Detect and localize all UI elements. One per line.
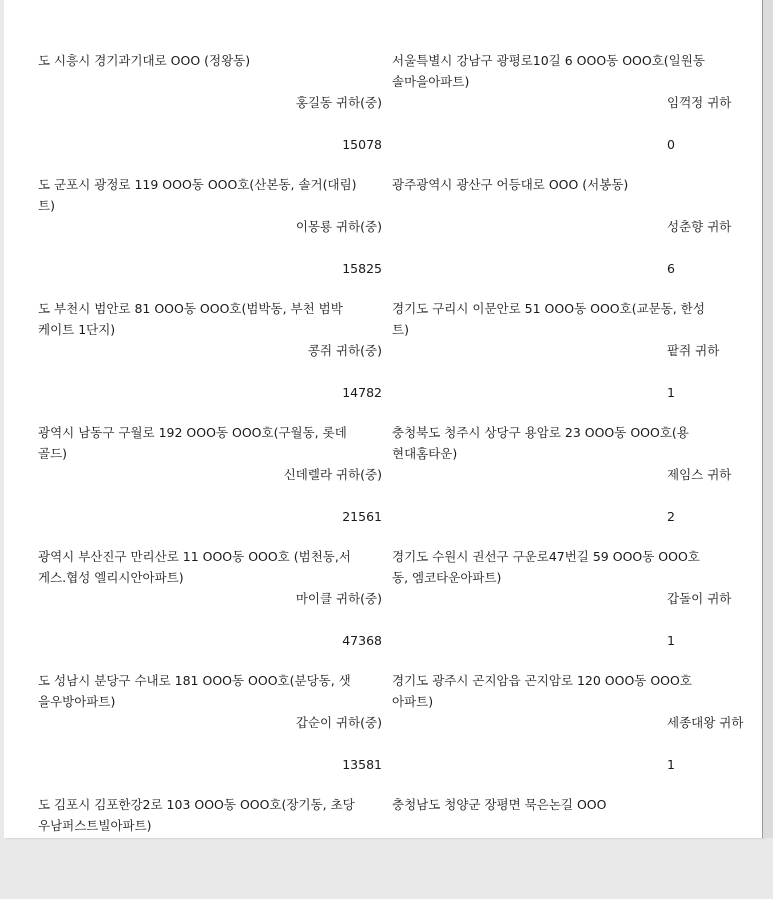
- label-left-1: [38, 50, 382, 155]
- address-line-2: 을우방아파트): [38, 694, 116, 709]
- postal-code: [392, 878, 729, 899]
- recipient-name: 갑돌이 귀하: [667, 591, 732, 606]
- address-line-1: 광주광역시 광산구 어등대로 OOO (서봉동): [392, 177, 629, 192]
- recipient-name: 성춘향 귀하: [667, 219, 732, 234]
- postal-code: 21561: [342, 509, 382, 524]
- postal-code: 6: [667, 261, 675, 276]
- recipient-name: 갑순이 귀하(중): [295, 715, 382, 730]
- label-right-6: [392, 670, 744, 775]
- viewer-background-edge: [763, 0, 773, 838]
- label-right-5: [392, 546, 732, 651]
- document-page: [4, 0, 763, 838]
- address-line-2: 케이트 1단지): [38, 322, 116, 337]
- address-line-2: 아파트): [392, 694, 434, 709]
- address-line-1: 경기도 수원시 권선구 구운로47번길 59 OOO동 OOO호: [392, 549, 700, 564]
- address-line-1: 경기도 구리시 이문안로 51 OOO동 OOO호(교문동, 한성: [392, 301, 705, 316]
- label-right-7: [392, 794, 729, 899]
- label-left-5: [38, 546, 382, 651]
- recipient-name: 제임스 귀하: [667, 467, 732, 482]
- postal-code: [38, 878, 382, 899]
- postal-code: 1: [667, 633, 675, 648]
- address-line-1: 충청남도 청양군 장평면 묵은논길 OOO: [392, 797, 607, 812]
- address-line-2: 트): [38, 198, 55, 213]
- address-line-2: 우남퍼스트빌아파트): [38, 818, 152, 833]
- recipient-name: 신데렐라 귀하(중): [283, 467, 382, 482]
- postal-code: 1: [667, 385, 675, 400]
- address-line-1: 도 성남시 분당구 수내로 181 OOO동 OOO호(분당동, 샛: [38, 673, 351, 688]
- label-left-2: [38, 174, 382, 279]
- address-line-2: 솔마을아파트): [392, 74, 470, 89]
- recipient-name: [392, 836, 729, 857]
- postal-code: 0: [667, 137, 675, 152]
- address-line-2: 현대홈타운): [392, 446, 458, 461]
- address-line-1: 충청북도 청주시 상당구 용암로 23 OOO동 OOO호(용: [392, 425, 689, 440]
- address-line-1: 광역시 부산진구 만리산로 11 OOO동 OOO호 (범천동,서: [38, 549, 351, 564]
- address-line-2: [392, 195, 729, 216]
- address-line-1: 도 부천시 범안로 81 OOO동 OOO호(범박동, 부천 범박: [38, 301, 343, 316]
- address-line-2: [38, 71, 382, 92]
- postal-code: 47368: [342, 633, 382, 648]
- label-right-3: [392, 298, 729, 403]
- recipient-name: 마이클 귀하(중): [295, 591, 382, 606]
- address-line-2: 게스.협성 엘리시안아파트): [38, 570, 184, 585]
- label-left-3: [38, 298, 382, 403]
- postal-code: 15078: [342, 137, 382, 152]
- address-line-1: 광역시 남동구 구월로 192 OOO동 OOO호(구월동, 롯데: [38, 425, 347, 440]
- recipient-name: 홍길동 귀하(중): [295, 95, 382, 110]
- postal-code: 15825: [342, 261, 382, 276]
- address-line-2: [392, 815, 729, 836]
- recipient-name: 콩쥐 귀하(중): [307, 343, 382, 358]
- postal-code: 2: [667, 509, 675, 524]
- address-line-1: 서울특별시 강남구 광평로10길 6 OOO동 OOO호(일원동: [392, 53, 705, 68]
- label-right-1: [392, 50, 732, 155]
- address-line-1: 경기도 광주시 곤지암읍 곤지암로 120 OOO동 OOO호: [392, 673, 692, 688]
- address-line-2: 트): [392, 322, 409, 337]
- label-left-4: [38, 422, 382, 527]
- recipient-name: [38, 836, 382, 857]
- recipient-name: 임꺽정 귀하: [667, 95, 732, 110]
- address-line-1: 도 시흥시 경기과기대로 OOO (정왕동): [38, 53, 251, 68]
- address-line-1: 도 김포시 김포한강2로 103 OOO동 OOO호(장기동, 초당: [38, 797, 355, 812]
- recipient-name: 이몽룡 귀하(중): [295, 219, 382, 234]
- label-left-7: [38, 794, 382, 899]
- label-right-4: [392, 422, 732, 527]
- postal-code: 1: [667, 757, 675, 772]
- recipient-name: 팥쥐 귀하: [667, 343, 720, 358]
- address-line-2: 동, 엠코타운아파트): [392, 570, 502, 585]
- postal-code: 13581: [342, 757, 382, 772]
- address-line-2: 골드): [38, 446, 68, 461]
- label-right-2: [392, 174, 732, 279]
- label-left-6: [38, 670, 382, 775]
- postal-code: 14782: [342, 385, 382, 400]
- address-line-1: 도 군포시 광정로 119 OOO동 OOO호(산본동, 솔거(대림): [38, 177, 357, 192]
- recipient-name: 세종대왕 귀하: [667, 715, 744, 730]
